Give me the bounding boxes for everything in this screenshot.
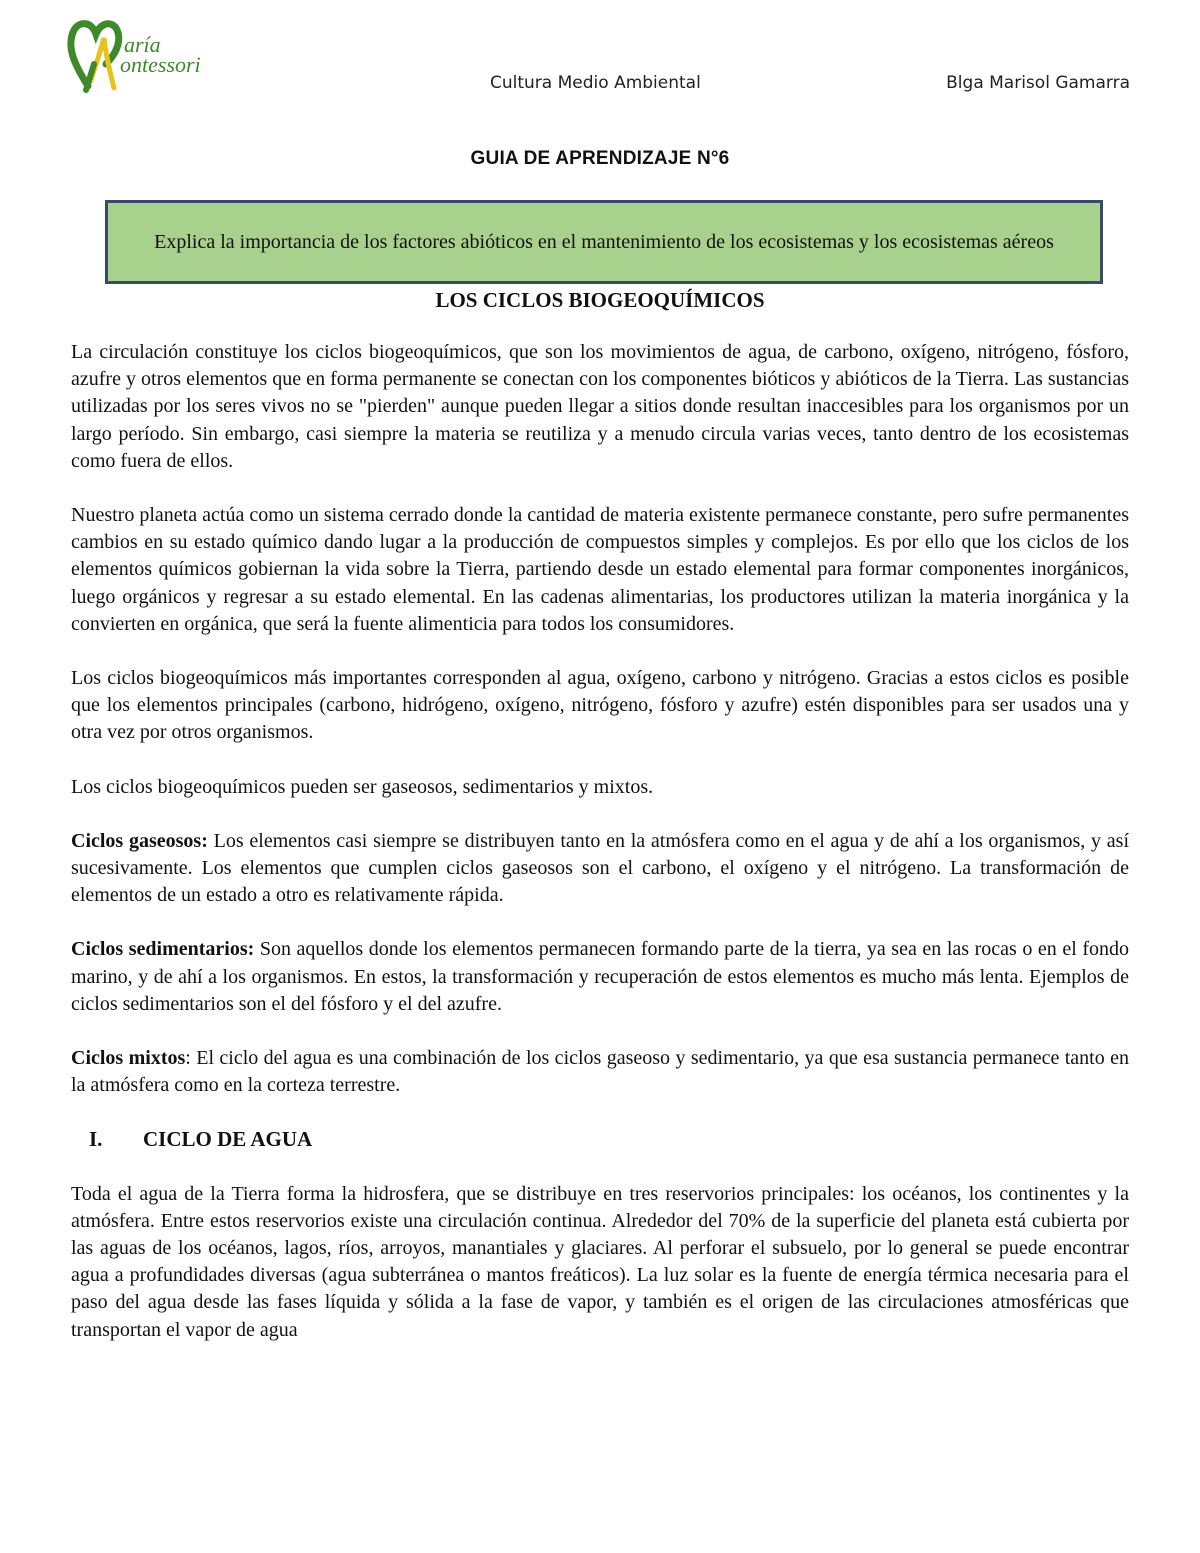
paragraph-gaseous xyxy=(71,828,1129,910)
mixed-text: : El ciclo del agua es una combinación de los ciclos gaseoso y sedimentario, ya que esa sustancia permanece tanto en la atmósfera como en la corteza terrestre. xyxy=(71,1047,1129,1097)
sedimentary-label: Ciclos sedimentarios: xyxy=(71,938,255,961)
paragraph-2: Nuestro planeta actúa como un sistema cerrado donde la cantidad de materia existente permanece constante, pero sufre permanentes cambios en su estado químico dando lugar a la producción de compuestos simples y complejos. Es por ello que los ciclos de los elementos químicos gobiernan la vida sobre la Tierra, partiendo desde un estado elemental para formar componentes inorgánicos, luego orgánicos y regresar a su estado elemental. En las cadenas alimentarias, los productores utilizan la materia inorgánica y la convierten en orgánica, que será la fuente alimenticia para todos los consumidores. xyxy=(71,504,1129,635)
header-course: Cultura Medio Ambiental xyxy=(490,73,701,93)
paragraph-sedimentary xyxy=(71,936,1129,1018)
logo-text-line1: aría xyxy=(124,32,161,57)
section-number: I. xyxy=(89,1127,103,1152)
paragraph-1: La circulación constituye los ciclos biogeoquímicos, que son los movimientos de agua, de carbono, oxígeno, nitrógeno, fósforo, azufre y otros elementos que en forma permanente se conectan con los componentes bióticos y abióticos de la Tierra. Las sustancias utilizadas por los seres vivos no se "pierden" aunque pueden llegar a sitios donde resultan inaccesibles para los organismos por un largo período. Sin embargo, casi siempre la materia se reutiliza y a menudo circula varias veces, tanto dentro de los ecosistemas como fuera de ellos. xyxy=(71,341,1129,472)
paragraph-mixed xyxy=(71,1045,1129,1099)
gaseous-label: Ciclos gaseosos: xyxy=(71,829,208,852)
logo-text-line2: ontessori xyxy=(120,52,201,77)
document-body xyxy=(71,339,1129,1371)
header-author: Blga Marisol Gamarra xyxy=(946,73,1130,93)
section-heading-water-cycle xyxy=(71,1126,1129,1153)
paragraph-3: Los ciclos biogeoquímicos más importantes corresponden al agua, oxígeno, carbono y nitrógeno. Gracias a estos ciclos es posible que los elementos principales (carbono, hidrógeno, oxígeno, nitrógeno, fósforo y azufre) estén disponibles para ser usados una y otra vez por otros organismos. xyxy=(71,667,1129,744)
paragraph-4: Los ciclos biogeoquímicos pueden ser gaseosos, sedimentarios y mixtos. xyxy=(71,775,654,798)
objective-box xyxy=(105,200,1103,284)
section-title: LOS CICLOS BIOGEOQUÍMICOS xyxy=(435,288,765,312)
gaseous-text: Los elementos casi siempre se distribuyen tanto en la atmósfera como en el agua y de ahí a los organismos, y así sucesivamente. Los elementos que cumplen ciclos gaseosos son el carbono, el oxígeno y el nitrógeno. La transformación de elementos de un estado a otro es relativamente rápida. xyxy=(71,829,1129,907)
school-logo xyxy=(66,16,216,94)
sedimentary-text: Son aquellos donde los elementos permanecen formando parte de la tierra, ya sea en las rocas o en el fondo marino, y de ahí a los organismos. En estos, la transformación y recuperación de estos elementos es mucho más lenta. Ejemplos de ciclos sedimentarios son el del fósforo y el del azufre. xyxy=(71,938,1129,1015)
guide-title: GUIA DE APRENDIZAJE N°6 xyxy=(470,148,730,169)
paragraph-water-cycle: Toda el agua de la Tierra forma la hidrosfera, que se distribuye en tres reservorios principales: los océanos, los continentes y la atmósfera. Entre estos reservorios existe una circulación continua. Alrededor del 70% de la superficie del planeta está cubierta por las aguas de los océanos, lagos, ríos, arroyos, manantiales y glaciares. Al perforar el subsuelo, por lo general se puede encontrar agua a profundidades diversas (agua subterránea o mantos freáticos). La luz solar es la fuente de energía térmica necesaria para el paso del agua desde las fases líquida y sólida a la fase de vapor, y también es el origen de las circulaciones atmosféricas que transportan el vapor de agua xyxy=(71,1182,1129,1341)
section-heading-text: CICLO DE AGUA xyxy=(143,1127,313,1152)
objective-text: Explica la importancia de los factores abióticos en el mantenimiento de los ecosistemas y los ecosistemas aéreos xyxy=(154,230,1054,253)
mixed-label: Ciclos mixtos xyxy=(71,1047,186,1070)
